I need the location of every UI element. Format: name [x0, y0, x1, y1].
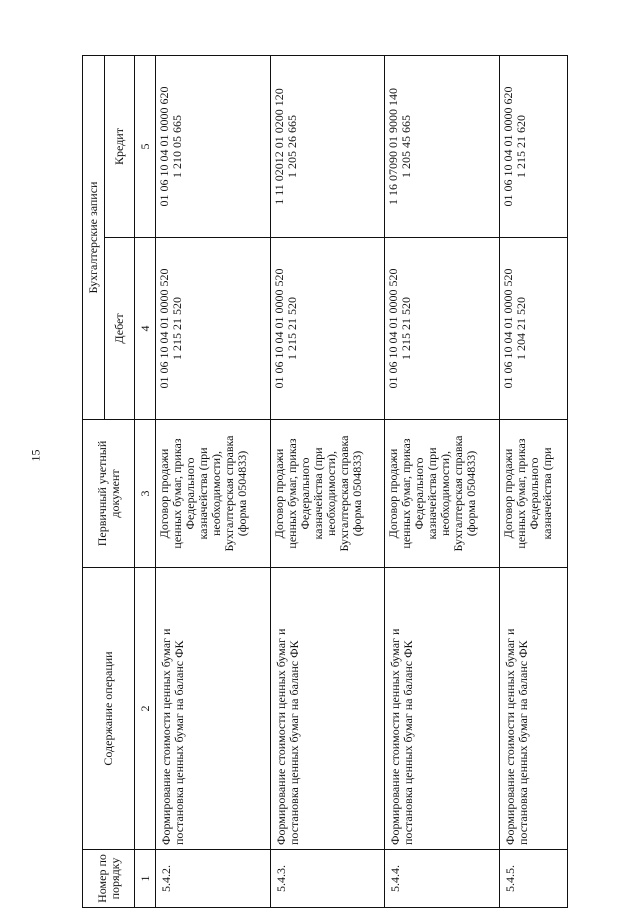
header-number: Номер по порядку — [83, 850, 135, 908]
row-number: 5.4.4. — [385, 850, 500, 908]
column-number: 1 — [135, 850, 156, 908]
accounting-table — [82, 55, 568, 908]
column-number: 4 — [135, 238, 156, 420]
header-credit: Кредит — [105, 55, 135, 237]
primary-document: Договор продажи ценных бумаг, приказ Федерального казначейства (при необходимости), Бухгалтерская справка (форма 0504833) — [270, 420, 385, 568]
primary-document: Договор продажи ценных бумаг, приказ Федерального казначейства (при необходимости), Бухгалтерская справка (форма 0504833) — [385, 420, 500, 568]
debit-account: 01 06 10 04 01 0000 520 1 215 21 520 — [156, 238, 271, 420]
table-row — [156, 55, 271, 907]
credit-account: 1 16 07090 01 9000 140 1 205 45 665 — [385, 55, 500, 237]
column-number: 3 — [135, 420, 156, 568]
document-sheet — [82, 56, 568, 908]
header-content: Содержание операции — [83, 568, 135, 850]
credit-account: 01 06 10 04 01 0000 620 1 215 21 620 — [499, 55, 567, 237]
header-debit: Дебет — [105, 238, 135, 420]
page-number: 15 — [28, 449, 43, 462]
header-entries: Бухгалтерские записи — [83, 55, 105, 419]
primary-document: Договор продажи ценных бумаг, приказ Федерального казначейства (при необходимости), Бухгалтерская справка (форма 0504833) — [156, 420, 271, 568]
operation-content: Формирование стоимости ценных бумаг и постановка ценных бумаг на баланс ФК — [270, 568, 385, 850]
row-number: 5.4.3. — [270, 850, 385, 908]
table-row — [385, 55, 500, 907]
operation-content: Формирование стоимости ценных бумаг и постановка ценных бумаг на баланс ФК — [499, 568, 567, 850]
table-row — [270, 55, 385, 907]
operation-content: Формирование стоимости ценных бумаг и постановка ценных бумаг на баланс ФК — [385, 568, 500, 850]
debit-account: 01 06 10 04 01 0000 520 1 204 21 520 — [499, 238, 567, 420]
primary-document: Договор продажи ценных бумаг, приказ Федерального казначейства (при — [499, 420, 567, 568]
row-number: 5.4.2. — [156, 850, 271, 908]
header-document: Первичный учетный документ — [83, 420, 135, 568]
credit-account: 01 06 10 04 01 0000 620 1 210 05 665 — [156, 55, 271, 237]
debit-account: 01 06 10 04 01 0000 520 1 215 21 520 — [385, 238, 500, 420]
table-row — [499, 55, 567, 907]
column-number: 5 — [135, 55, 156, 237]
credit-account: 1 11 02012 01 0200 120 1 205 26 665 — [270, 55, 385, 237]
column-number: 2 — [135, 568, 156, 850]
row-number: 5.4.5. — [499, 850, 567, 908]
operation-content: Формирование стоимости ценных бумаг и постановка ценных бумаг на баланс ФК — [156, 568, 271, 850]
debit-account: 01 06 10 04 01 0000 520 1 215 21 520 — [270, 238, 385, 420]
